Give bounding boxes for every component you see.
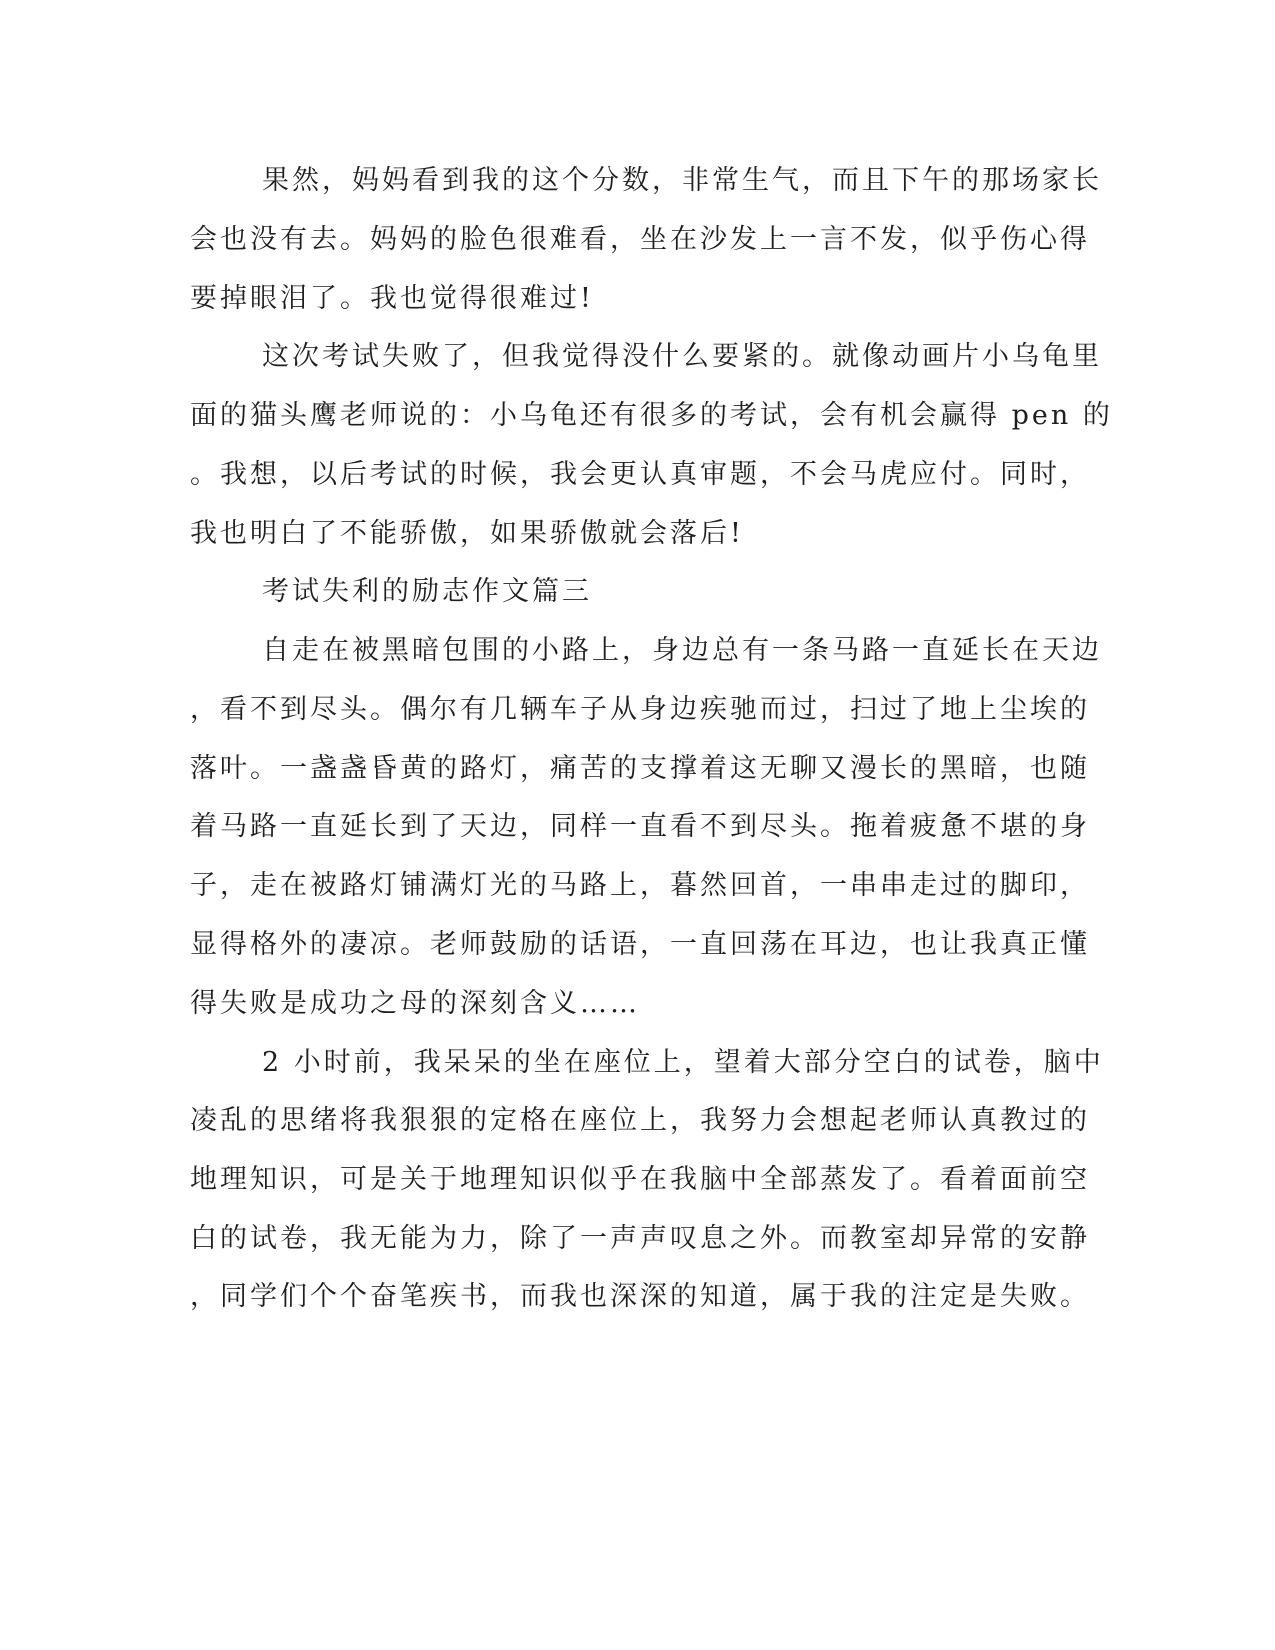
text-line: ，同学们个个奋笔疾书，而我也深深的知道，属于我的注定是失败。 [190,1281,1090,1312]
text-line: ，看不到尽头。偶尔有几辆车子从身边疾驰而过，扫过了地上尘埃的 [190,694,1090,725]
text-line: 得失败是成功之母的深刻含义…… [190,988,640,1019]
text-line: 这次考试失败了，但我觉得没什么要紧的。就像动画片小乌龟里 [262,341,1102,372]
text-line: 果然，妈妈看到我的这个分数，非常生气，而且下午的那场家长 [262,165,1102,196]
text-line: 我也明白了不能骄傲，如果骄傲就会落后! [190,518,744,549]
text-line: 自走在被黑暗包围的小路上，身边总有一条马路一直延长在天边 [262,635,1102,666]
text-line: 着马路一直延长到了天边，同样一直看不到尽头。拖着疲惫不堪的身 [190,811,1090,842]
text-line: 凌乱的思绪将我狠狠的定格在座位上，我努力会想起老师认真教过的 [190,1105,1090,1136]
text-line: 白的试卷，我无能为力，除了一声声叹息之外。而教室却异常的安静 [190,1223,1090,1254]
text-line: 面的猫头鹰老师说的：小乌龟还有很多的考试，会有机会赢得 pen 的 [190,400,1113,431]
text-line: 2 小时前，我呆呆的坐在座位上，望着大部分空白的试卷，脑中 [262,1047,1104,1078]
text-line: 子，走在被路灯铺满灯光的马路上，暮然回首，一串串走过的脚印， [190,870,1090,901]
text-line: 显得格外的凄凉。老师鼓励的话语，一直回荡在耳边，也让我真正懂 [190,929,1090,960]
text-line: 地理知识，可是关于地理知识似乎在我脑中全部蒸发了。看着面前空 [190,1164,1090,1195]
text-line: 。我想，以后考试的时候，我会更认真审题，不会马虎应付。同时， [190,459,1090,490]
text-line: 落叶。一盏盏昏黄的路灯，痛苦的支撑着这无聊又漫长的黑暗，也随 [190,753,1090,784]
text-line: 要掉眼泪了。我也觉得很难过! [190,283,594,314]
section-heading: 考试失利的励志作文篇三 [262,576,592,607]
text-line: 会也没有去。妈妈的脸色很难看，坐在沙发上一言不发，似乎伤心得 [190,224,1090,255]
